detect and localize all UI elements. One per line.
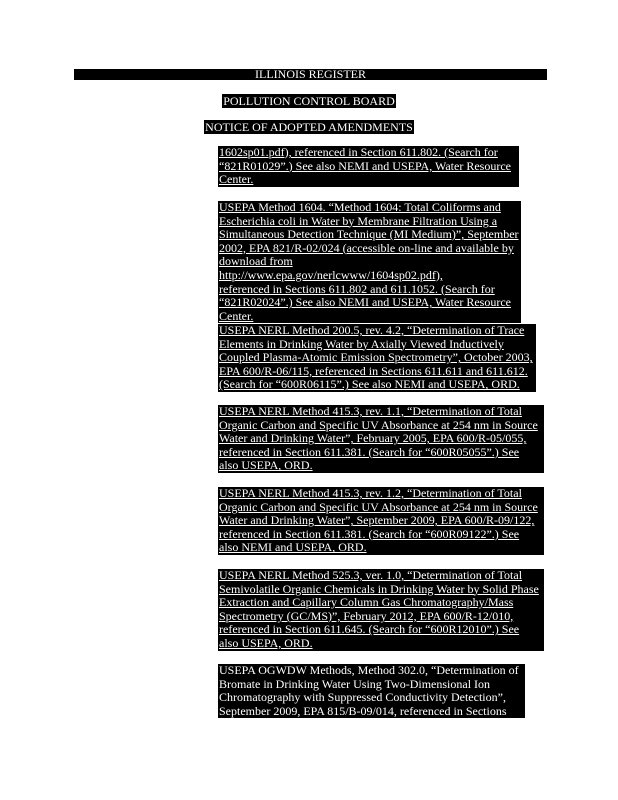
header-notice: [0, 121, 618, 133]
entry-nerl-415-3-rev-1-2: USEPA NERL Method 415.3, rev. 1.2, “Determination of Total Organic Carbon and Specific UV Absorbance at 254 nm in Source Water and Drinking Water”, September 2009, EPA 600/R-09/122, referenced in Section 611.381. (Search for “600R09122”.) See also NEMI and USEPA, ORD.: [218, 487, 544, 555]
header-board: [0, 95, 618, 107]
entry-ogwdw-302: USEPA OGWDW Methods, Method 302.0, “Determination of Bromate in Drinking Water Using Two-Dimensional Ion Chromatography with Suppressed Conductivity Detection”, September 2009, EPA 815/B-09/014, referenced in Sections: [218, 664, 525, 718]
header-register: [74, 69, 547, 80]
entry-nerl-200-5: USEPA NERL Method 200.5, rev. 4.2, “Determination of Trace Elements in Drinking Water by Axially Viewed Inductively Coupled Plasma-Atomic Emission Spectrometry”, October 2003, EPA 600/R-06/115, referenced in Sections 611.611 and 611.612. (Search for “600R06115”.) See also NEMI and USEPA, ORD.: [218, 324, 536, 392]
entry-usepa-1604: USEPA Method 1604. “Method 1604: Total Coliforms and Escherichia coli in Water by Membrane Filtration Using a Simultaneous Detection Technique (MI Medium)”, September 2002, EPA 821/R-02/024 (accessible on-line and available by download from http://www.epa.gov/nerlcwww/1604sp02.pdf), referenced in Sections 611.802 and 611.1052. (Search for “821R02024”.) See also NEMI and USEPA, Water Resource Center.: [218, 201, 521, 323]
notice-title: NOTICE OF ADOPTED AMENDMENTS: [205, 120, 413, 134]
entry-nerl-525-3: USEPA NERL Method 525.3, ver. 1.0, “Determination of Total Semivolatile Organic Chemicals in Drinking Water by Solid Phase Extraction and Capillary Column Gas Chromatography/Mass Spectrometry (GC/MS)”, February 2012, EPA 600/R-12/010, referenced in Section 611.645. (Search for “600R12010”.) See also USEPA, ORD.: [218, 569, 544, 651]
register-title: ILLINOIS REGISTER: [255, 67, 366, 81]
entry-1602: 1602sp01.pdf), referenced in Section 611.802. (Search for “821R01029”.) See also NEMI and USEPA, Water Resource Center.: [218, 146, 519, 187]
entry-nerl-415-3-rev-1-1: USEPA NERL Method 415.3, rev. 1.1, “Determination of Total Organic Carbon and Specific UV Absorbance at 254 nm in Source Water and Drinking Water”, February 2005, EPA 600/R-05/055, referenced in Section 611.381. (Search for “600R05055”.) See also USEPA, ORD.: [218, 405, 544, 473]
board-title: POLLUTION CONTROL BOARD: [223, 94, 395, 108]
